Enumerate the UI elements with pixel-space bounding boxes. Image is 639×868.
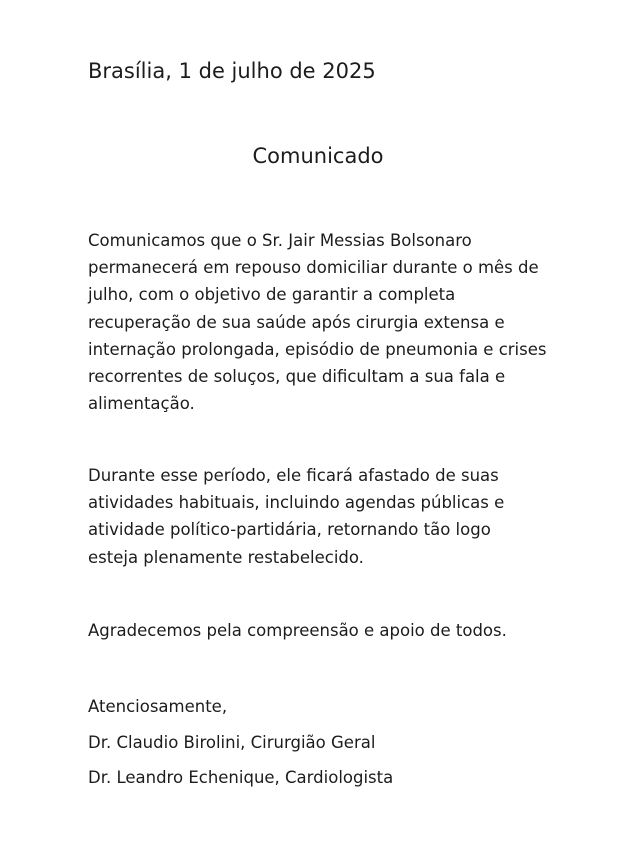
paragraph-announcement: Comunicamos que o Sr. Jair Messias Bolsonaro permanecerá em repouso domiciliar durante o mês de julho, com o objetivo de garantir a completa recuperação de sua saúde após cirurgia extensa e internação prolongada, episódio de pneumonia e crises recorrentes de soluços, que dificultam a sua fala e alimentação. (88, 231, 547, 414)
document-title: Comunicado (252, 144, 384, 168)
dateline: Brasília, 1 de julho de 2025 (88, 59, 376, 83)
paragraph-absence: Durante esse período, ele ficará afastado de suas atividades habituais, incluindo agendas públicas e atividade político-partidária, retornando tão logo esteja plenamente restabelecido. (88, 466, 505, 567)
signatory-surgeon: Dr. Claudio Birolini, Cirurgião Geral (88, 732, 376, 752)
closing-salutation: Atenciosamente, (88, 697, 228, 716)
signature-block (88, 689, 393, 796)
paragraph-thanks: Agradecemos pela compreensão e apoio de todos. (88, 621, 507, 640)
signatory-cardiologist: Dr. Leandro Echenique, Cardiologista (88, 768, 394, 787)
